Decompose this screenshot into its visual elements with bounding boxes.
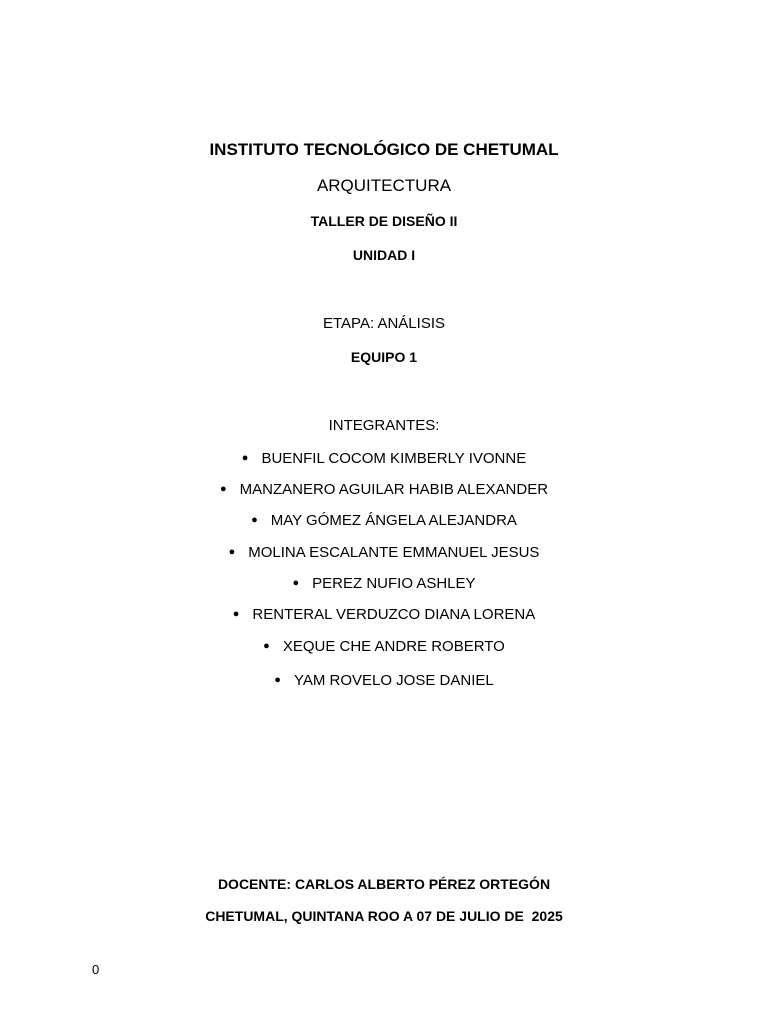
list-item — [0, 513, 768, 528]
team-name: EQUIPO 1 — [350, 349, 418, 365]
member-name: PEREZ NUFIO ASHLEY — [312, 575, 476, 592]
bullet-icon: ● — [292, 577, 300, 589]
unit-name: UNIDAD I — [352, 247, 416, 263]
bullet-icon: ● — [274, 674, 281, 686]
member-name: BUENFIL COCOM KIMBERLY IVONNE — [261, 450, 527, 467]
list-item — [0, 607, 768, 622]
bullet-icon: ● — [228, 546, 236, 558]
member-name: MOLINA ESCALANTE EMMANUEL JESUS — [248, 544, 540, 561]
page-number: 0 — [92, 962, 100, 977]
place-date: CHETUMAL, QUINTANA ROO A 07 DE JULIO DE 2025 — [205, 908, 563, 924]
course-name: TALLER DE DISEÑO II — [310, 213, 458, 229]
bullet-icon: ● — [241, 452, 249, 464]
member-name: MANZANERO AGUILAR HABIB ALEXANDER — [239, 481, 549, 498]
list-item — [0, 639, 768, 654]
member-name: YAM ROVELO JOSE DANIEL — [293, 672, 494, 689]
member-name: RENTERAL VERDUZCO DIANA LORENA — [252, 606, 536, 623]
teacher-name: DOCENTE: CARLOS ALBERTO PÉREZ ORTEGÓN — [217, 876, 551, 892]
career-name: ARQUITECTURA — [316, 176, 452, 195]
bullet-icon: ● — [232, 608, 240, 620]
member-name: MAY GÓMEZ ÁNGELA ALEJANDRA — [270, 512, 517, 529]
list-item — [0, 482, 768, 497]
bullet-icon: ● — [219, 483, 227, 495]
members-title: INTEGRANTES: — [328, 417, 440, 434]
bullet-icon: ● — [263, 640, 270, 652]
stage-label: ETAPA: ANÁLISIS — [323, 315, 445, 332]
list-item — [0, 451, 768, 466]
institution-name: INSTITUTO TECNOLÓGICO DE CHETUMAL — [209, 140, 559, 159]
list-item — [0, 545, 768, 560]
list-item — [0, 576, 768, 591]
member-name: XEQUE CHE ANDRE ROBERTO — [282, 638, 505, 655]
bullet-icon: ● — [251, 514, 258, 526]
list-item — [0, 673, 768, 688]
